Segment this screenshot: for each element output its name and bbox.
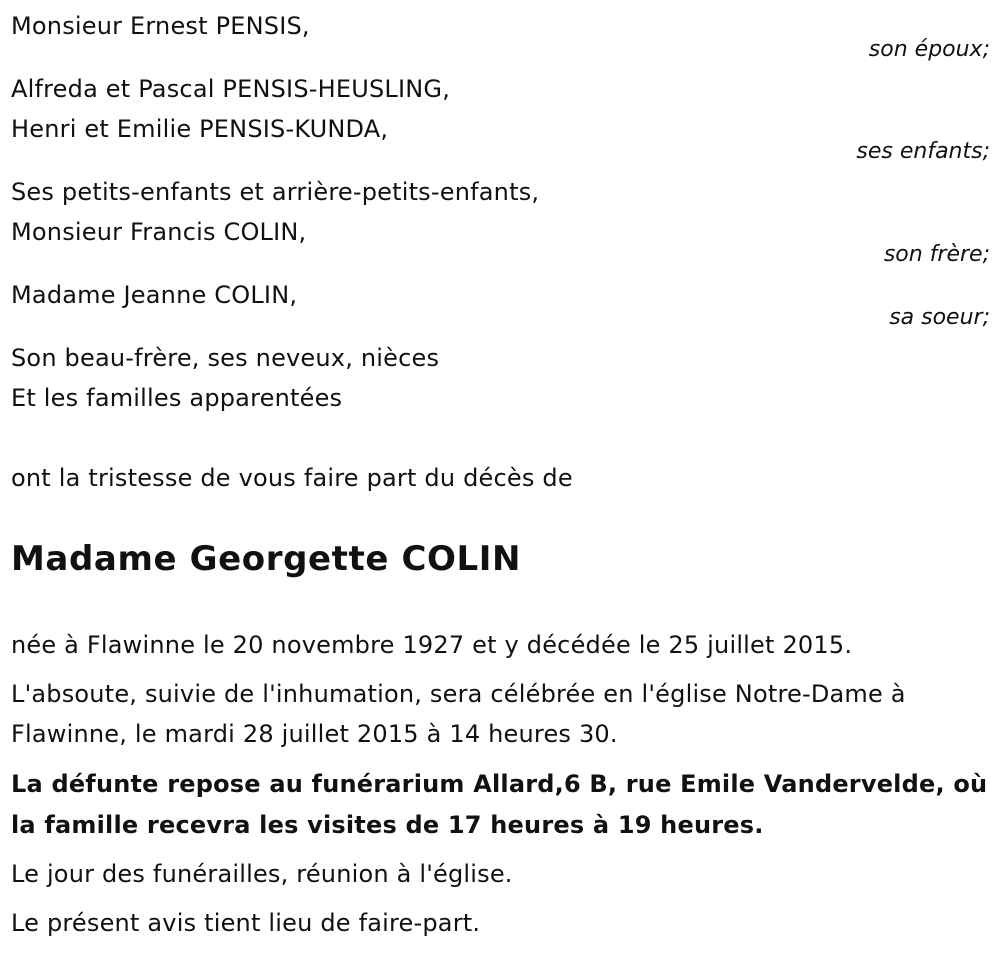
sister-name: Madame Jeanne COLIN,	[11, 281, 298, 309]
announcement-intro: ont la tristesse de vous faire part du décès de	[11, 464, 573, 492]
children-relation: ses enfants;	[856, 139, 990, 164]
ceremony-line-1: L'absoute, suivie de l'inhumation, sera célébrée en l'église Notre-Dame à	[11, 680, 906, 708]
visit-line-2: la famille recevra les visites de 17 heures à 19 heures.	[11, 811, 764, 839]
grandchildren-line: Ses petits-enfants et arrière-petits-enfants,	[11, 178, 540, 206]
husband-name: Monsieur Ernest PENSIS,	[11, 12, 310, 40]
others-line-1: Son beau-frère, ses neveux, nièces	[11, 344, 440, 372]
birth-death-line: née à Flawinne le 20 novembre 1927 et y décédée le 25 juillet 2015.	[11, 631, 853, 659]
visit-line-1: La défunte repose au funérarium Allard,6 B, rue Emile Vandervelde, où	[11, 770, 988, 798]
deceased-name: Madame Georgette COLIN	[11, 539, 522, 579]
others-line-2: Et les familles apparentées	[11, 384, 343, 412]
ceremony-line-2: Flawinne, le mardi 28 juillet 2015 à 14 heures 30.	[11, 720, 618, 748]
sister-relation: sa soeur;	[889, 305, 990, 330]
child-line-1: Alfreda et Pascal PENSIS-HEUSLING,	[11, 75, 451, 103]
brother-relation: son frère;	[883, 242, 990, 267]
husband-relation: son époux;	[868, 37, 990, 62]
child-line-2: Henri et Emilie PENSIS-KUNDA,	[11, 115, 389, 143]
brother-name: Monsieur Francis COLIN,	[11, 218, 307, 246]
notice-line: Le présent avis tient lieu de faire-part.	[11, 909, 481, 937]
meeting-line: Le jour des funérailles, réunion à l'église.	[11, 860, 513, 888]
